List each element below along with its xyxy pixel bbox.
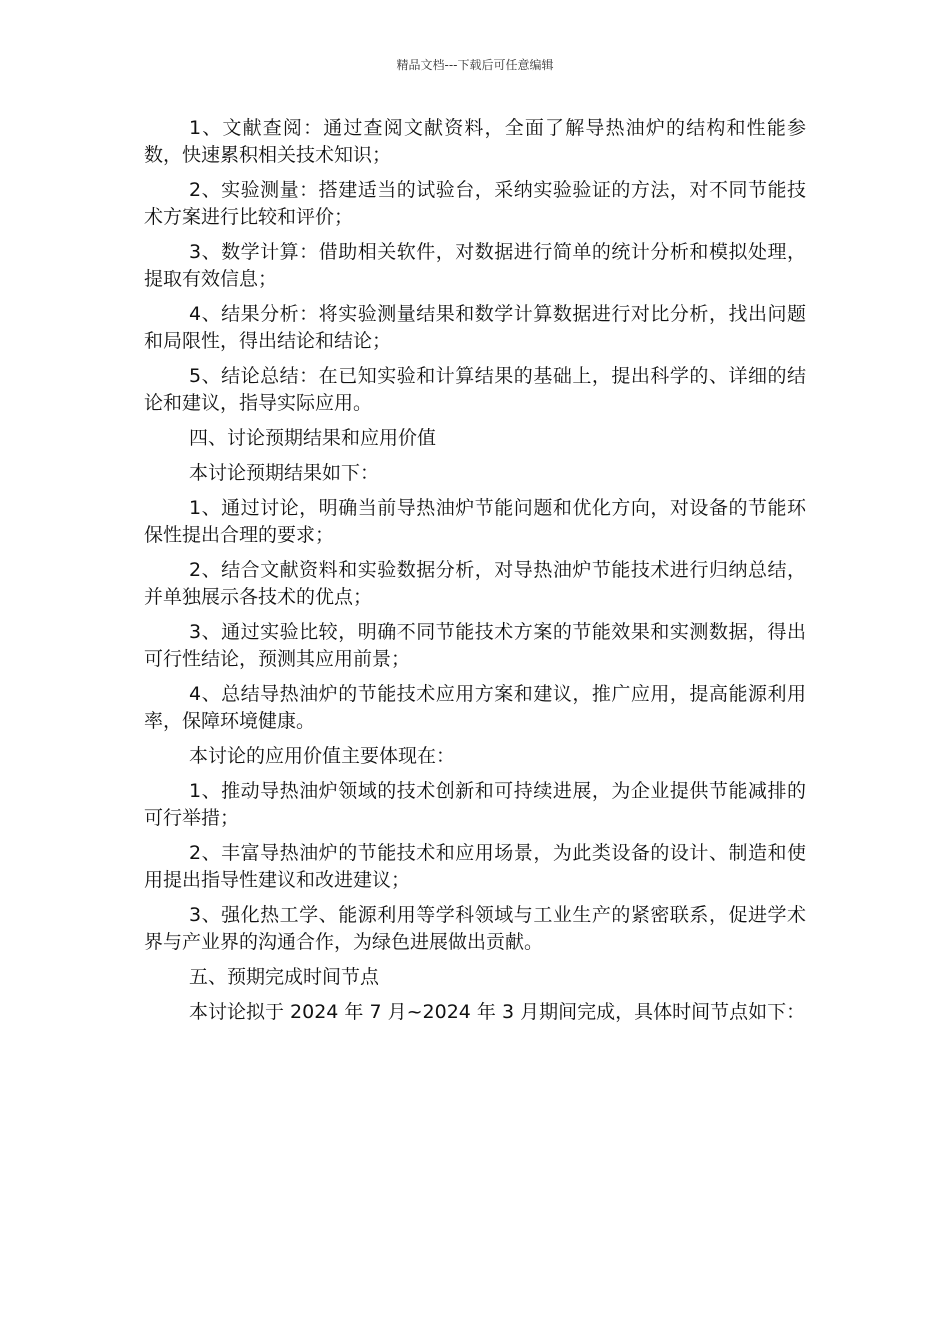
method-item-5: 5、结论总结：在已知实验和计算结果的基础上，提出科学的、详细的结论和建议，指导实际应用。 bbox=[144, 365, 806, 414]
expected-result-1: 1、通过讨论，明确当前导热油炉节能问题和优化方向，对设备的节能环保性提出合理的要求； bbox=[144, 497, 806, 546]
method-item-4: 4、结果分析：将实验测量结果和数学计算数据进行对比分析，找出问题和局限性，得出结论和结论； bbox=[144, 303, 806, 352]
application-value-intro: 本讨论的应用价值主要体现在： bbox=[189, 745, 456, 767]
section-heading-4: 四、讨论预期结果和应用价值 bbox=[189, 427, 437, 449]
timeline-intro: 本讨论拟于 2024 年 7 月~2024 年 3 月期间完成，具体时间节点如下： bbox=[189, 1001, 806, 1023]
expected-result-4: 4、总结导热油炉的节能技术应用方案和建议，推广应用，提高能源利用率，保障环境健康。 bbox=[144, 683, 806, 732]
page-header: 精品文档---下载后可任意编辑 bbox=[396, 58, 554, 72]
method-item-2: 2、实验测量：搭建适当的试验台，采纳实验验证的方法，对不同节能技术方案进行比较和评价； bbox=[144, 179, 806, 228]
application-value-2: 2、丰富导热油炉的节能技术和应用场景，为此类设备的设计、制造和使用提出指导性建议和改进建议； bbox=[144, 842, 806, 891]
application-value-3: 3、强化热工学、能源利用等学科领域与工业生产的紧密联系，促进学术界与产业界的沟通合作，为绿色进展做出贡献。 bbox=[144, 904, 806, 953]
method-item-3: 3、数学计算：借助相关软件，对数据进行简单的统计分析和模拟处理，提取有效信息； bbox=[144, 241, 806, 290]
section-heading-5: 五、预期完成时间节点 bbox=[189, 966, 380, 988]
document-body bbox=[144, 115, 806, 1034]
method-item-1: 1、文献查阅：通过查阅文献资料，全面了解导热油炉的结构和性能参数，快速累积相关技术知识； bbox=[144, 117, 806, 166]
expected-result-2: 2、结合文献资料和实验数据分析，对导热油炉节能技术进行归纳总结，并单独展示各技术的优点； bbox=[144, 559, 806, 608]
expected-result-3: 3、通过实验比较，明确不同节能技术方案的节能效果和实测数据，得出可行性结论，预测其应用前景； bbox=[144, 621, 806, 670]
expected-results-intro: 本讨论预期结果如下： bbox=[189, 462, 380, 484]
application-value-1: 1、推动导热油炉领域的技术创新和可持续进展，为企业提供节能减排的可行举措； bbox=[144, 780, 806, 829]
